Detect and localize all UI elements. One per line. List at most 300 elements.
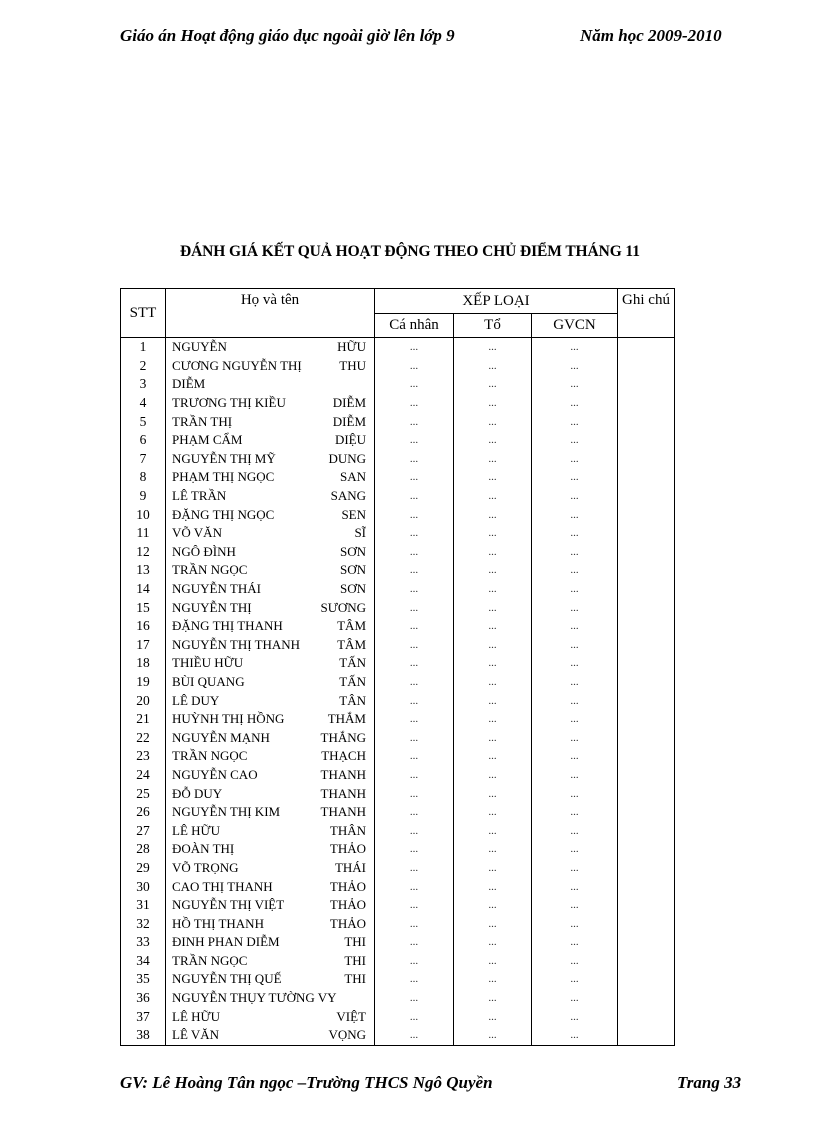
row-name-first: TRẦN THỊ (172, 413, 233, 429)
row-name-last: THANH (320, 804, 366, 820)
row-canhan-cell: ... (375, 394, 454, 413)
row-name-first: PHẠM CẨM (172, 432, 243, 448)
row-canhan-cell: ... (375, 952, 454, 971)
table-row (121, 617, 675, 636)
row-canhan-cell: ... (375, 450, 454, 469)
row-canhan-cell: ... (375, 654, 454, 673)
row-canhan-cell: ... (375, 636, 454, 655)
row-note-cell (618, 896, 675, 915)
row-name-last: SƠN (339, 581, 366, 597)
row-note-cell (618, 580, 675, 599)
row-gvcn-cell: ... (532, 636, 618, 655)
row-name (166, 412, 375, 431)
row-name-first: NGUYỄN THỤY TƯỜNG VY (172, 990, 337, 1006)
row-name-last: TẤN (339, 655, 366, 671)
row-stt: 13 (121, 561, 166, 580)
row-name (166, 468, 375, 487)
row-gvcn-cell: ... (532, 375, 618, 394)
row-note-cell (618, 747, 675, 766)
row-name (166, 375, 375, 394)
row-gvcn-cell: ... (532, 543, 618, 562)
row-name-last: DIỆU (334, 432, 366, 448)
row-stt: 35 (121, 970, 166, 989)
row-name-last: DIỄM (332, 395, 366, 411)
row-name-first: HỒ THỊ THANH (172, 915, 264, 931)
row-name-first: NGUYỄN THỊ QUẾ (172, 971, 282, 987)
evaluation-table (120, 288, 675, 1046)
row-stt: 26 (121, 803, 166, 822)
table-row (121, 859, 675, 878)
row-canhan-cell: ... (375, 338, 454, 357)
row-stt: 34 (121, 952, 166, 971)
row-name (166, 952, 375, 971)
row-name-last: THÂN (329, 822, 366, 838)
row-name (166, 524, 375, 543)
table-row (121, 394, 675, 413)
row-gvcn-cell: ... (532, 468, 618, 487)
row-name (166, 450, 375, 469)
row-name (166, 487, 375, 506)
table-row (121, 691, 675, 710)
row-name-first: VÕ VĂN (172, 525, 222, 541)
row-to-cell: ... (454, 766, 532, 785)
row-stt: 8 (121, 468, 166, 487)
row-gvcn-cell: ... (532, 487, 618, 506)
row-note-cell (618, 766, 675, 785)
row-name-last: THI (344, 934, 366, 950)
column-header-gvcn: GVCN (532, 314, 618, 338)
row-stt: 25 (121, 784, 166, 803)
row-canhan-cell: ... (375, 896, 454, 915)
row-note-cell (618, 970, 675, 989)
row-note-cell (618, 859, 675, 878)
row-name-first: NGUYỄN (172, 339, 227, 355)
row-canhan-cell: ... (375, 821, 454, 840)
table-row (121, 989, 675, 1008)
row-name-last: TÂM (337, 636, 366, 652)
row-canhan-cell: ... (375, 673, 454, 692)
row-canhan-cell: ... (375, 784, 454, 803)
row-name-last: DUNG (328, 450, 366, 466)
table-row (121, 821, 675, 840)
table-row (121, 914, 675, 933)
row-name (166, 877, 375, 896)
column-header-stt: STT (121, 289, 166, 338)
row-gvcn-cell: ... (532, 859, 618, 878)
row-canhan-cell: ... (375, 1026, 454, 1045)
row-stt: 5 (121, 412, 166, 431)
row-name (166, 691, 375, 710)
row-name (166, 840, 375, 859)
row-canhan-cell: ... (375, 431, 454, 450)
row-name (166, 803, 375, 822)
row-canhan-cell: ... (375, 543, 454, 562)
row-name-first: DIỄM (172, 376, 206, 392)
row-note-cell (618, 989, 675, 1008)
table-row (121, 543, 675, 562)
row-name (166, 970, 375, 989)
row-stt: 12 (121, 543, 166, 562)
row-note-cell (618, 394, 675, 413)
table-row (121, 654, 675, 673)
row-name-first: TRẦN NGỌC (172, 748, 248, 764)
row-name-first: NGUYỄN THỊ VIỆT (172, 897, 285, 913)
row-gvcn-cell: ... (532, 1026, 618, 1045)
row-to-cell: ... (454, 710, 532, 729)
row-to-cell: ... (454, 431, 532, 450)
row-name (166, 896, 375, 915)
row-canhan-cell: ... (375, 970, 454, 989)
table-row (121, 357, 675, 376)
row-stt: 10 (121, 505, 166, 524)
row-name (166, 710, 375, 729)
row-note-cell (618, 1026, 675, 1045)
row-canhan-cell: ... (375, 357, 454, 376)
row-name (166, 766, 375, 785)
row-note-cell (618, 914, 675, 933)
row-note-cell (618, 431, 675, 450)
table-row (121, 636, 675, 655)
row-canhan-cell: ... (375, 691, 454, 710)
row-name-last: SAN (339, 469, 366, 485)
table-row (121, 505, 675, 524)
row-to-cell: ... (454, 821, 532, 840)
row-name (166, 989, 375, 1008)
column-header-name: Họ và tên (166, 289, 375, 338)
row-name-first: NGUYỄN THỊ KIM (172, 804, 281, 820)
row-canhan-cell: ... (375, 487, 454, 506)
row-stt: 27 (121, 821, 166, 840)
table-row (121, 673, 675, 692)
row-name (166, 431, 375, 450)
row-stt: 33 (121, 933, 166, 952)
row-canhan-cell: ... (375, 710, 454, 729)
row-stt: 30 (121, 877, 166, 896)
table-row (121, 412, 675, 431)
row-canhan-cell: ... (375, 580, 454, 599)
table-row (121, 840, 675, 859)
row-gvcn-cell: ... (532, 877, 618, 896)
row-name-first: NGUYỄN CAO (172, 766, 258, 782)
row-to-cell: ... (454, 636, 532, 655)
row-to-cell: ... (454, 859, 532, 878)
row-name-first: NGUYỄN THỊ MỸ (172, 450, 276, 466)
table-row (121, 338, 675, 357)
row-to-cell: ... (454, 394, 532, 413)
row-name (166, 821, 375, 840)
row-name (166, 933, 375, 952)
row-name-last: HỮU (337, 339, 366, 355)
row-gvcn-cell: ... (532, 394, 618, 413)
row-to-cell: ... (454, 505, 532, 524)
row-name-first: ĐINH PHAN DIỄM (172, 934, 280, 950)
row-gvcn-cell: ... (532, 989, 618, 1008)
row-stt: 16 (121, 617, 166, 636)
table-row (121, 728, 675, 747)
row-name-last: VIỆT (336, 1008, 366, 1024)
row-name-first: PHẠM THỊ NGỌC (172, 469, 275, 485)
row-note-cell (618, 636, 675, 655)
row-name-first: LÊ HỮU (172, 1008, 220, 1024)
row-stt: 15 (121, 598, 166, 617)
row-note-cell (618, 338, 675, 357)
row-name-first: CƯƠNG NGUYỄN THỊ (172, 357, 302, 373)
table-row (121, 431, 675, 450)
row-canhan-cell: ... (375, 505, 454, 524)
row-name (166, 914, 375, 933)
row-name-last: THẢO (329, 878, 366, 894)
row-gvcn-cell: ... (532, 1007, 618, 1026)
table-row (121, 524, 675, 543)
row-gvcn-cell: ... (532, 840, 618, 859)
row-name (166, 636, 375, 655)
row-canhan-cell: ... (375, 728, 454, 747)
row-gvcn-cell: ... (532, 728, 618, 747)
row-note-cell (618, 561, 675, 580)
row-stt: 28 (121, 840, 166, 859)
row-gvcn-cell: ... (532, 450, 618, 469)
row-to-cell: ... (454, 357, 532, 376)
table-row (121, 747, 675, 766)
row-name (166, 673, 375, 692)
row-name-last: THẢO (329, 841, 366, 857)
row-canhan-cell: ... (375, 598, 454, 617)
row-canhan-cell: ... (375, 375, 454, 394)
row-name-first: TRẦN NGỌC (172, 562, 248, 578)
table-row (121, 952, 675, 971)
row-to-cell: ... (454, 691, 532, 710)
row-name-last: THU (339, 357, 366, 373)
row-canhan-cell: ... (375, 803, 454, 822)
row-name-last: THÁI (334, 859, 366, 875)
row-name-first: ĐỖ DUY (172, 785, 223, 801)
row-stt: 4 (121, 394, 166, 413)
row-name-first: ĐẶNG THỊ THANH (172, 618, 283, 634)
row-canhan-cell: ... (375, 617, 454, 636)
row-gvcn-cell: ... (532, 357, 618, 376)
table-row (121, 970, 675, 989)
row-to-cell: ... (454, 952, 532, 971)
row-name (166, 859, 375, 878)
row-name-last: SƠN (339, 543, 366, 559)
row-gvcn-cell: ... (532, 431, 618, 450)
row-stt: 23 (121, 747, 166, 766)
row-canhan-cell: ... (375, 840, 454, 859)
row-canhan-cell: ... (375, 989, 454, 1008)
row-canhan-cell: ... (375, 524, 454, 543)
row-name-last: SANG (330, 488, 366, 504)
row-to-cell: ... (454, 896, 532, 915)
row-stt: 7 (121, 450, 166, 469)
page-header-right: Năm học 2009-2010 (580, 26, 722, 45)
table-row (121, 877, 675, 896)
row-stt: 21 (121, 710, 166, 729)
column-header-to: Tổ (454, 314, 532, 338)
row-note-cell (618, 487, 675, 506)
row-name-last: SƯƠNG (320, 599, 366, 615)
table-row (121, 468, 675, 487)
row-stt: 3 (121, 375, 166, 394)
row-stt: 11 (121, 524, 166, 543)
row-to-cell: ... (454, 450, 532, 469)
table-row (121, 1007, 675, 1026)
row-note-cell (618, 952, 675, 971)
row-name (166, 1026, 375, 1045)
table-row (121, 933, 675, 952)
row-to-cell: ... (454, 487, 532, 506)
row-gvcn-cell: ... (532, 821, 618, 840)
row-note-cell (618, 691, 675, 710)
row-stt: 1 (121, 338, 166, 357)
row-name-first: ĐOÀN THỊ (172, 841, 235, 857)
row-gvcn-cell: ... (532, 617, 618, 636)
row-to-cell: ... (454, 1007, 532, 1026)
row-note-cell (618, 505, 675, 524)
row-note-cell (618, 450, 675, 469)
row-to-cell: ... (454, 338, 532, 357)
row-name-last: THẢO (329, 897, 366, 913)
row-note-cell (618, 728, 675, 747)
row-to-cell: ... (454, 914, 532, 933)
row-name-last: THANH (320, 785, 366, 801)
row-to-cell: ... (454, 933, 532, 952)
column-header-canhan: Cá nhân (375, 314, 454, 338)
row-to-cell: ... (454, 375, 532, 394)
row-name-first: VÕ TRỌNG (172, 859, 239, 875)
row-to-cell: ... (454, 412, 532, 431)
table-row (121, 598, 675, 617)
row-gvcn-cell: ... (532, 784, 618, 803)
row-note-cell (618, 468, 675, 487)
row-name-first: TRƯƠNG THỊ KIỀU (172, 395, 286, 411)
row-stt: 31 (121, 896, 166, 915)
row-name (166, 598, 375, 617)
row-canhan-cell: ... (375, 859, 454, 878)
row-to-cell: ... (454, 840, 532, 859)
row-name (166, 654, 375, 673)
row-note-cell (618, 617, 675, 636)
row-name-first: HUỲNH THỊ HỒNG (172, 711, 285, 727)
page-footer-left: GV: Lê Hoàng Tân ngọc –Trường THCS Ngô Quyền (120, 1073, 493, 1092)
row-stt: 14 (121, 580, 166, 599)
table-row (121, 803, 675, 822)
row-name-first: LÊ VĂN (172, 1027, 220, 1043)
row-name (166, 505, 375, 524)
row-stt: 6 (121, 431, 166, 450)
row-gvcn-cell: ... (532, 710, 618, 729)
table-row (121, 896, 675, 915)
row-to-cell: ... (454, 989, 532, 1008)
column-header-xeploai: XẾP LOẠI (375, 289, 618, 314)
row-note-cell (618, 412, 675, 431)
row-to-cell: ... (454, 970, 532, 989)
row-name-last: SEN (341, 506, 366, 522)
row-name-last: THI (344, 971, 366, 987)
row-name-last: DIỄM (332, 413, 366, 429)
row-name (166, 543, 375, 562)
row-name (166, 617, 375, 636)
row-gvcn-cell: ... (532, 952, 618, 971)
row-name-last: THẮNG (320, 729, 366, 745)
row-gvcn-cell: ... (532, 747, 618, 766)
row-name (166, 728, 375, 747)
row-to-cell: ... (454, 803, 532, 822)
row-gvcn-cell: ... (532, 673, 618, 692)
row-name-last: TÂN (339, 692, 366, 708)
row-note-cell (618, 1007, 675, 1026)
row-name-first: NGUYỄN THÁI (172, 581, 261, 597)
table-row (121, 561, 675, 580)
row-to-cell: ... (454, 617, 532, 636)
row-note-cell (618, 357, 675, 376)
row-note-cell (618, 710, 675, 729)
row-name-first: BÙI QUANG (172, 673, 245, 689)
row-stt: 9 (121, 487, 166, 506)
row-note-cell (618, 840, 675, 859)
row-name-first: ĐẶNG THỊ NGỌC (172, 506, 275, 522)
row-name-last: THANH (320, 766, 366, 782)
row-to-cell: ... (454, 877, 532, 896)
row-name-last: TẤN (339, 673, 366, 689)
row-canhan-cell: ... (375, 747, 454, 766)
row-gvcn-cell: ... (532, 598, 618, 617)
table-row (121, 375, 675, 394)
row-name-first: THIỀU HỮU (172, 655, 244, 671)
row-note-cell (618, 877, 675, 896)
row-canhan-cell: ... (375, 766, 454, 785)
row-gvcn-cell: ... (532, 412, 618, 431)
row-name (166, 580, 375, 599)
row-gvcn-cell: ... (532, 803, 618, 822)
row-canhan-cell: ... (375, 561, 454, 580)
row-name-first: LÊ DUY (172, 692, 220, 708)
row-to-cell: ... (454, 580, 532, 599)
row-gvcn-cell: ... (532, 933, 618, 952)
row-to-cell: ... (454, 784, 532, 803)
row-note-cell (618, 598, 675, 617)
row-stt: 18 (121, 654, 166, 673)
table-row (121, 580, 675, 599)
page-header-left: Giáo án Hoạt động giáo dục ngoài giờ lên lớp 9 (120, 26, 455, 45)
row-stt: 24 (121, 766, 166, 785)
row-name-first: NGUYỄN THỊ (172, 599, 252, 615)
table-row (121, 487, 675, 506)
row-to-cell: ... (454, 598, 532, 617)
row-to-cell: ... (454, 673, 532, 692)
row-to-cell: ... (454, 524, 532, 543)
row-stt: 29 (121, 859, 166, 878)
row-name-last: VỌNG (328, 1027, 366, 1043)
row-gvcn-cell: ... (532, 914, 618, 933)
row-name-last: THI (344, 952, 366, 968)
row-to-cell: ... (454, 728, 532, 747)
row-name (166, 784, 375, 803)
row-gvcn-cell: ... (532, 505, 618, 524)
row-note-cell (618, 803, 675, 822)
row-note-cell (618, 933, 675, 952)
column-header-note: Ghi chú (618, 289, 675, 338)
row-stt: 36 (121, 989, 166, 1008)
row-canhan-cell: ... (375, 914, 454, 933)
row-note-cell (618, 821, 675, 840)
row-name-first: LÊ HỮU (172, 822, 220, 838)
row-name (166, 338, 375, 357)
row-name (166, 1007, 375, 1026)
row-name (166, 561, 375, 580)
row-canhan-cell: ... (375, 933, 454, 952)
row-name (166, 357, 375, 376)
row-stt: 2 (121, 357, 166, 376)
